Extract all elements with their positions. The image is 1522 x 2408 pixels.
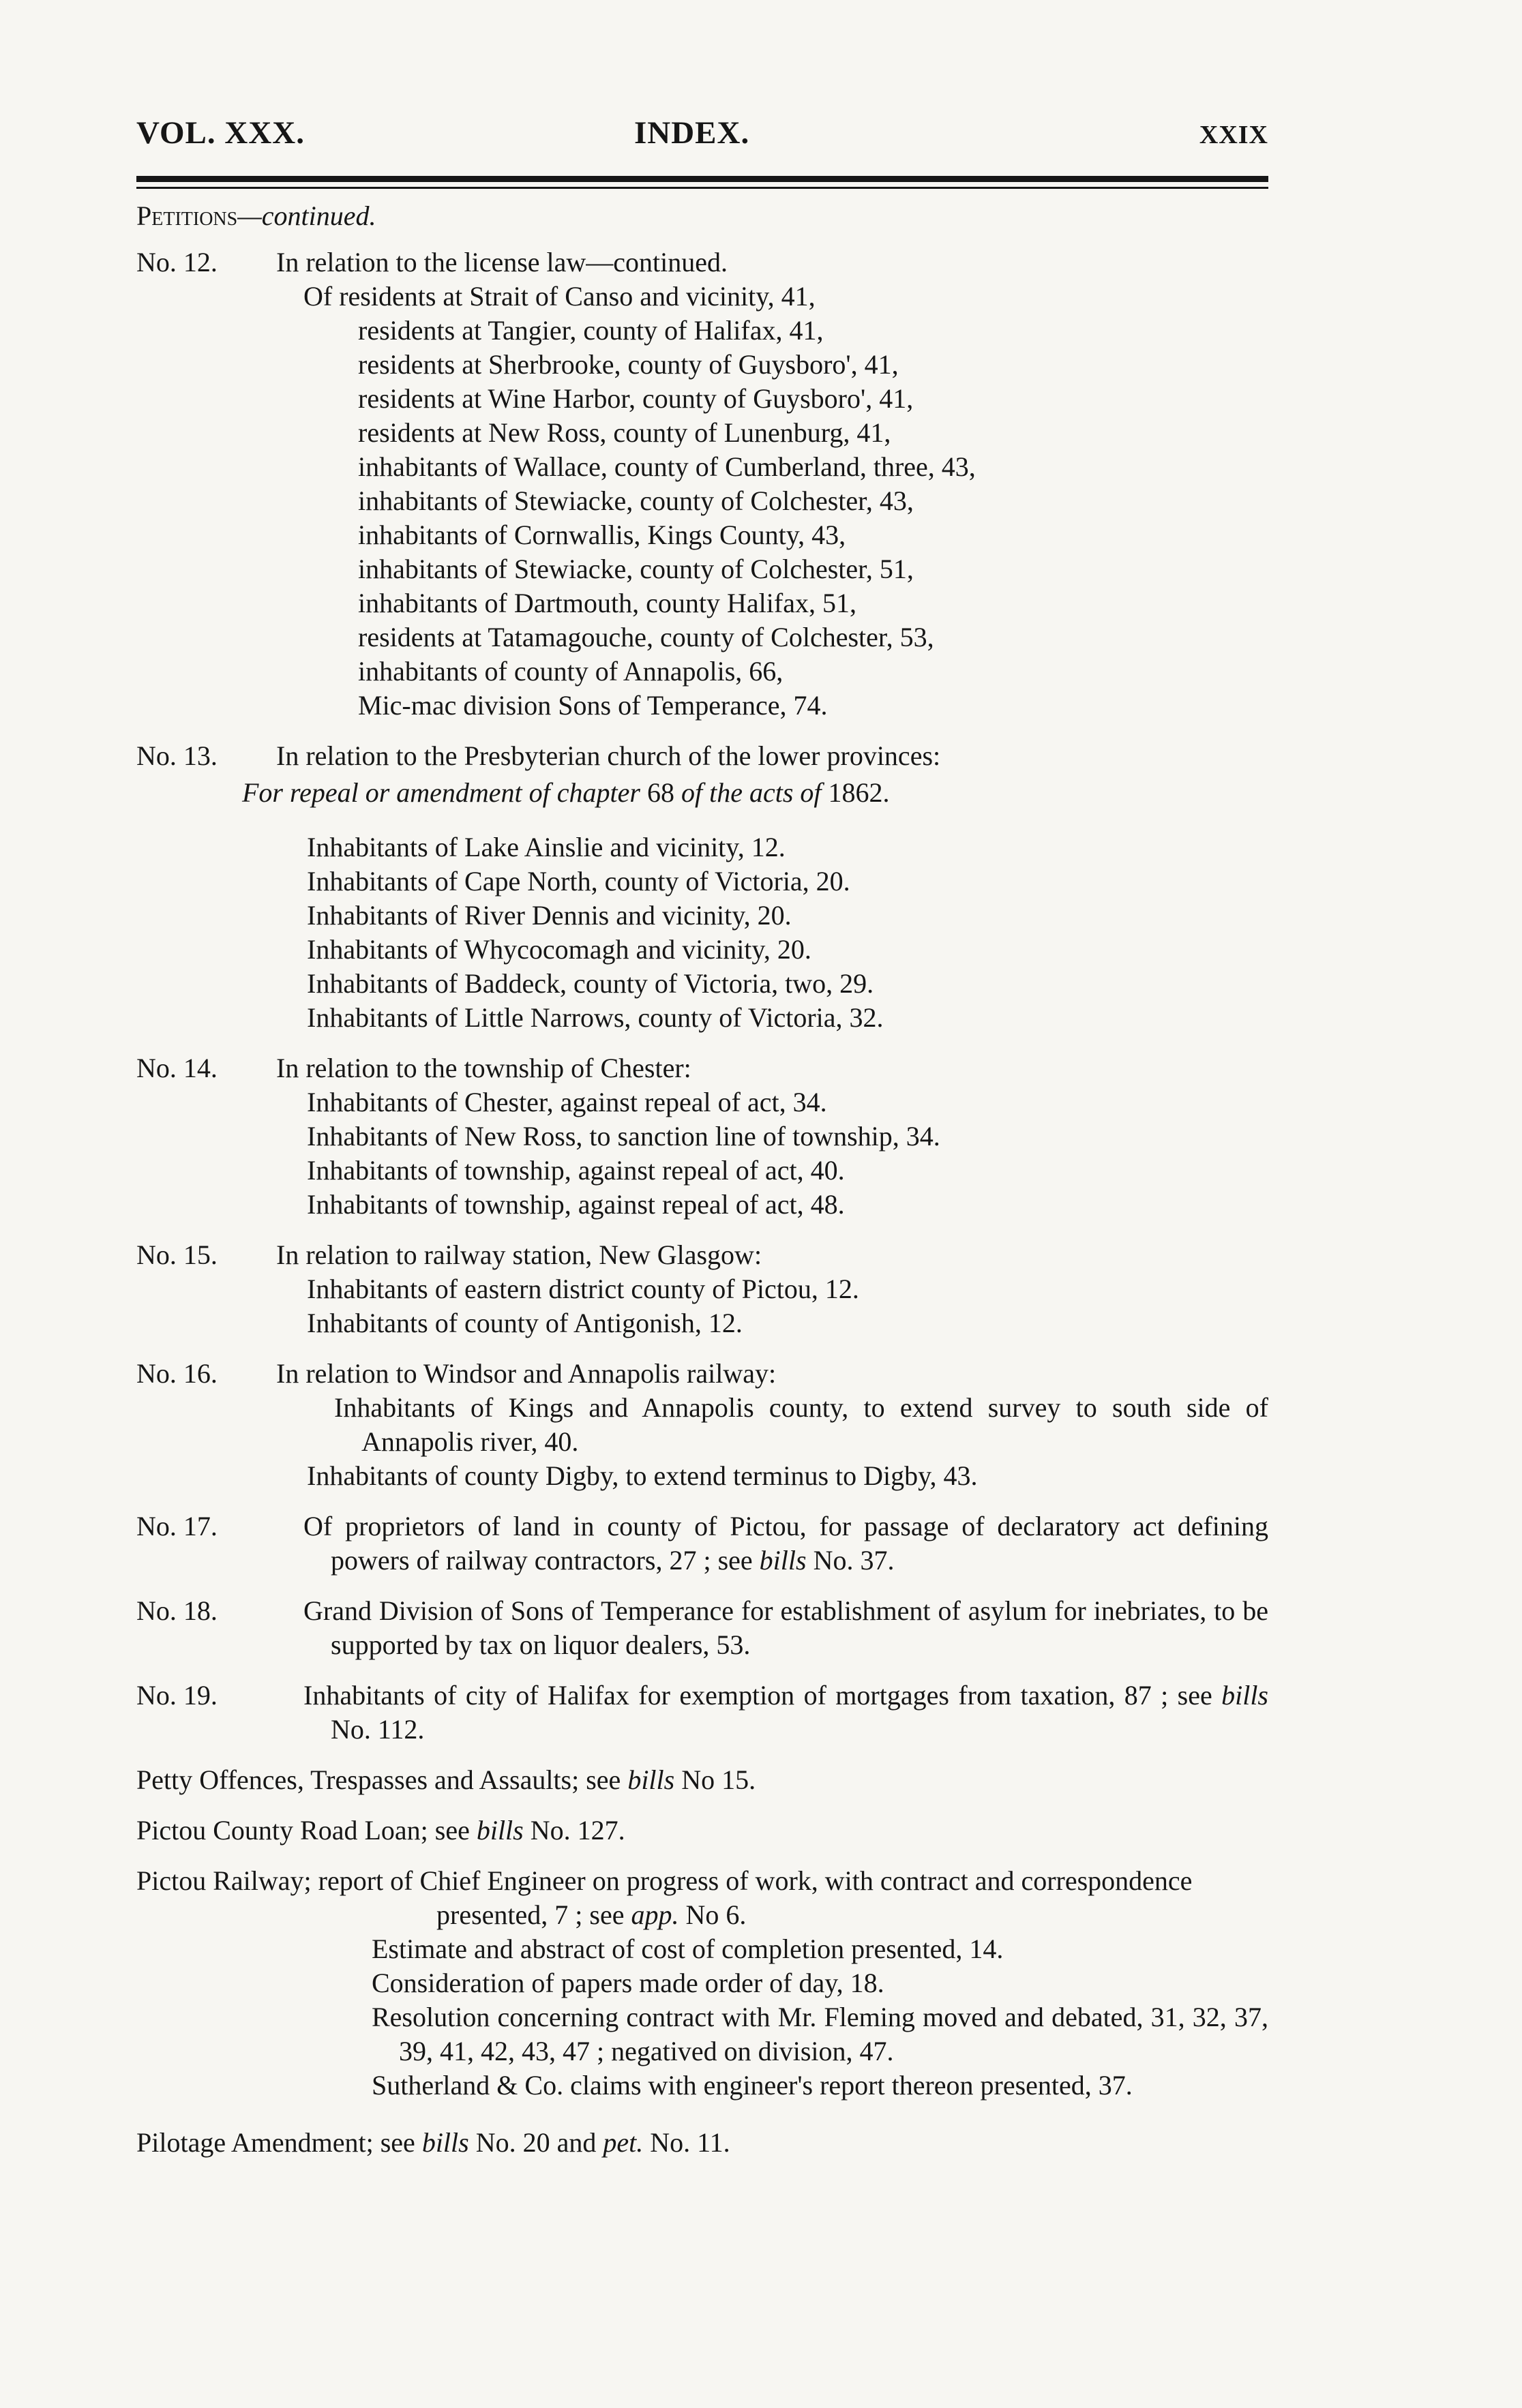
petition-number: No. 12. [136, 247, 218, 277]
petition-text-part: No. 112. [331, 1714, 425, 1745]
entry-text: No 15. [674, 1764, 756, 1795]
list-item: residents at Tangier, county of Halifax, 41, [358, 315, 824, 346]
list-item: residents at Wine Harbor, county of Guysboro', 41, [358, 383, 914, 414]
list-item: Consideration of papers made order of day, 18. [372, 1968, 884, 1998]
section-continued: —continued. [237, 200, 376, 231]
petition-heading: In relation to railway station, New Glasgow: [276, 1239, 762, 1270]
list-item: inhabitants of Stewiacke, county of Colchester, 43, [358, 485, 914, 516]
petition-text-part: Grand Division of Sons of Temperance for establishment of asylum for inebriates, to be supported by tax on liquor dealers, 53. [303, 1595, 1268, 1660]
index-content [136, 199, 1268, 2160]
petition-number: No. 15. [136, 1239, 218, 1270]
subheading-chapter: 68 [646, 777, 674, 808]
list-item: residents at Tatamagouche, county of Colchester, 53, [358, 622, 934, 652]
list-item: Inhabitants of New Ross, to sanction line of township, 34. [307, 1121, 940, 1152]
entry-text: No 6. [678, 1899, 747, 1930]
entry-pictou-railway [136, 1864, 1268, 2103]
list-item: inhabitants of Cornwallis, Kings County, 43, [358, 520, 846, 550]
list-item: Inhabitants of Cape North, county of Victoria, 20. [307, 866, 850, 897]
bills-ref: bills [759, 1545, 807, 1576]
petition-19 [136, 1679, 1268, 1747]
bills-ref: bills [1221, 1680, 1268, 1711]
petition-number: No. 16. [136, 1358, 218, 1389]
header-rule-thin [136, 187, 1268, 189]
list-item: Sutherland & Co. claims with engineer's report thereon presented, 37. [372, 2070, 1133, 2101]
petition-number: No. 14. [136, 1053, 218, 1083]
list-item: Inhabitants of Baddeck, county of Victoria, two, 29. [307, 968, 874, 999]
petition-subheading [242, 776, 1268, 810]
list-item: inhabitants of Wallace, county of Cumberland, three, 43, [358, 451, 976, 482]
index-title: INDEX. [634, 115, 750, 151]
bills-ref: bills [627, 1764, 675, 1795]
list-item: Inhabitants of county of Antigonish, 12. [307, 1308, 743, 1338]
petition-heading: In relation to Windsor and Annapolis railway: [276, 1358, 777, 1389]
list-item: inhabitants of Stewiacke, county of Colchester, 51, [358, 554, 914, 584]
subheading-year: 1862. [828, 777, 890, 808]
list-item: Inhabitants of county Digby, to extend terminus to Digby, 43. [307, 1460, 978, 1491]
list-item: Of residents at Strait of Canso and vicinity, 41, [303, 281, 816, 312]
petition-18 [136, 1594, 1268, 1662]
list-item: Estimate and abstract of cost of completion presented, 14. [372, 1933, 1004, 1964]
section-heading [136, 199, 1268, 233]
list-item: Inhabitants of River Dennis and vicinity, 20. [307, 900, 792, 931]
petition-12 [136, 245, 1268, 723]
entry-text: Pictou Railway; report of Chief Engineer on progress of work, with contract and correspondence presented, 7 ; see [136, 1865, 1193, 1930]
petition-heading: In relation to the license law—continued. [276, 247, 728, 277]
list-item: Inhabitants of Whycocomagh and vicinity, 20. [307, 934, 811, 965]
entry-text: No. 20 and [468, 2127, 603, 2158]
app-ref: app. [631, 1899, 679, 1930]
list-item: residents at New Ross, county of Lunenburg, 41, [358, 417, 891, 448]
entry-text: Pictou County Road Loan; see [136, 1815, 477, 1846]
petition-heading: In relation to the Presbyterian church of the lower provinces: [276, 740, 941, 771]
section-title: Petitions [136, 200, 238, 231]
entry-pilotage-amendment [136, 2126, 1268, 2160]
list-item: inhabitants of county of Annapolis, 66, [358, 656, 784, 687]
pet-ref: pet. [603, 2127, 644, 2158]
page-header [136, 115, 1268, 162]
bills-ref: bills [476, 1815, 524, 1846]
list-item: Mic-mac division Sons of Temperance, 74. [358, 690, 828, 721]
list-item: Inhabitants of township, against repeal of act, 48. [307, 1189, 845, 1220]
entry-petty-offences [136, 1763, 1268, 1797]
petition-text [276, 1594, 1268, 1662]
header-rule-thick [136, 176, 1268, 182]
subheading-text: of the acts of [674, 777, 829, 808]
petition-text [276, 1679, 1268, 1747]
list-item: Inhabitants of Kings and Annapolis county, to extend survey to south side of Annapolis river, 40. [334, 1392, 1268, 1457]
entry-text: No. 11. [643, 2127, 730, 2158]
petition-number: No. 19. [136, 1680, 218, 1711]
entry-text: Petty Offences, Trespasses and Assaults; see [136, 1764, 628, 1795]
petition-15 [136, 1238, 1268, 1340]
list-item: Inhabitants of Chester, against repeal of act, 34. [307, 1087, 827, 1117]
petition-14 [136, 1051, 1268, 1222]
entry-text: No. 127. [523, 1815, 625, 1846]
petition-text [276, 1509, 1268, 1578]
petition-16 [136, 1357, 1268, 1493]
petition-number: No. 18. [136, 1595, 218, 1626]
petition-heading: In relation to the township of Chester: [276, 1053, 691, 1083]
list-item: Inhabitants of Lake Ainslie and vicinity, 12. [307, 832, 786, 862]
list-item: inhabitants of Dartmouth, county Halifax, 51, [358, 588, 856, 618]
list-item: residents at Sherbrooke, county of Guysboro', 41, [358, 349, 899, 380]
entry-pictou-road-loan [136, 1813, 1268, 1848]
bills-ref: bills [421, 2127, 469, 2158]
entry-text: Pilotage Amendment; see [136, 2127, 422, 2158]
list-item: Inhabitants of eastern district county of Pictou, 12. [307, 1274, 859, 1304]
petition-text-part: No. 37. [806, 1545, 895, 1576]
petition-13 [136, 739, 1268, 1035]
petition-number: No. 13. [136, 740, 218, 771]
petition-number: No. 17. [136, 1511, 218, 1541]
list-item: Resolution concerning contract with Mr. Fleming moved and debated, 31, 32, 37, 39, 41, 42, 43, 47 ; negatived on division, 47. [372, 2002, 1268, 2066]
volume-label: VOL. XXX. [136, 115, 305, 151]
petition-text-part: Inhabitants of city of Halifax for exemption of mortgages from taxation, 87 ; see [303, 1680, 1222, 1711]
entry-main [136, 1864, 1268, 1932]
page-number: XXIX [1199, 121, 1268, 149]
petition-17 [136, 1509, 1268, 1578]
subheading-text: For repeal or amendment of chapter [242, 777, 647, 808]
list-item: Inhabitants of Little Narrows, county of Victoria, 32. [307, 1002, 884, 1033]
petition-text-part: Of proprietors of land in county of Pictou, for passage of declaratory act defining powers of railway contractors, 27 ; see [303, 1511, 1268, 1576]
list-item: Inhabitants of township, against repeal of act, 40. [307, 1155, 845, 1186]
